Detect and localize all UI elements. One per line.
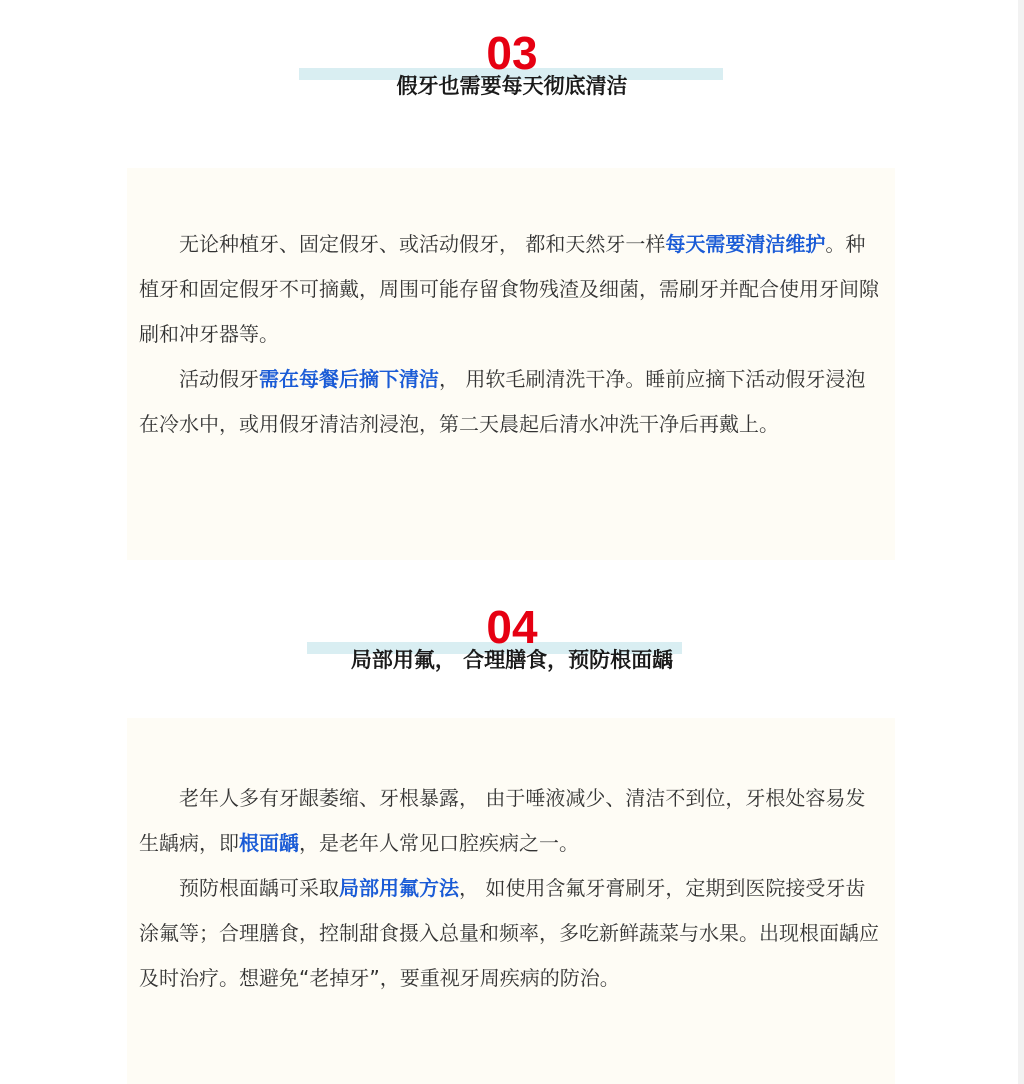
paragraph: [139, 776, 883, 866]
paragraph-text: 预防根面龋可采取: [179, 876, 339, 900]
paragraph-text: 老年人多有牙龈萎缩、牙根暴露， 由于唾液减少、清洁不到位，牙根处容易发生龋病，即: [139, 786, 866, 855]
paragraph-text: 无论种植牙、固定假牙、或活动假牙， 都和天然牙一样: [179, 232, 666, 256]
paragraph: [139, 222, 883, 357]
content-card: [127, 168, 895, 560]
section-number: 04: [486, 601, 538, 653]
paragraph-text: 。种植牙和固定假牙不可摘戴，周围可能存留食物残渣及细菌，需刷牙并配合使用牙间隙刷和冲牙器等。: [139, 232, 879, 346]
paragraph-text: ，是老年人常见口腔疾病之一。: [299, 831, 579, 855]
section-number: 03: [486, 27, 538, 79]
content-card: [127, 718, 895, 1084]
page-right-edge: [1018, 0, 1024, 1084]
paragraph: [139, 357, 883, 447]
highlight-text: 每天需要清洁维护: [665, 232, 826, 256]
paragraph-text: 活动假牙: [179, 367, 259, 391]
paragraph: [139, 866, 883, 1001]
paragraph-text: ， 用软毛刷清洗干净。睡前应摘下活动假牙浸泡在冷水中，或用假牙清洁剂浸泡，第二天晨起后清水冲洗干净后再戴上。: [139, 367, 866, 436]
highlight-text: 根面龋: [239, 831, 299, 855]
section-title: 局部用氟， 合理膳食，预防根面龋: [350, 648, 674, 672]
section-title: 假牙也需要每天彻底清洁: [396, 74, 628, 98]
highlight-text: 局部用氟方法: [339, 876, 459, 900]
highlight-text: 需在每餐后摘下清洁: [259, 367, 439, 391]
paragraph-text: ， 如使用含氟牙膏刷牙，定期到医院接受牙齿涂氟等；合理膳食，控制甜食摄入总量和频率，多吃新鲜蔬菜与水果。出现根面龋应及时治疗。想避免“老掉牙”，要重视牙周疾病的防治。: [139, 876, 879, 990]
